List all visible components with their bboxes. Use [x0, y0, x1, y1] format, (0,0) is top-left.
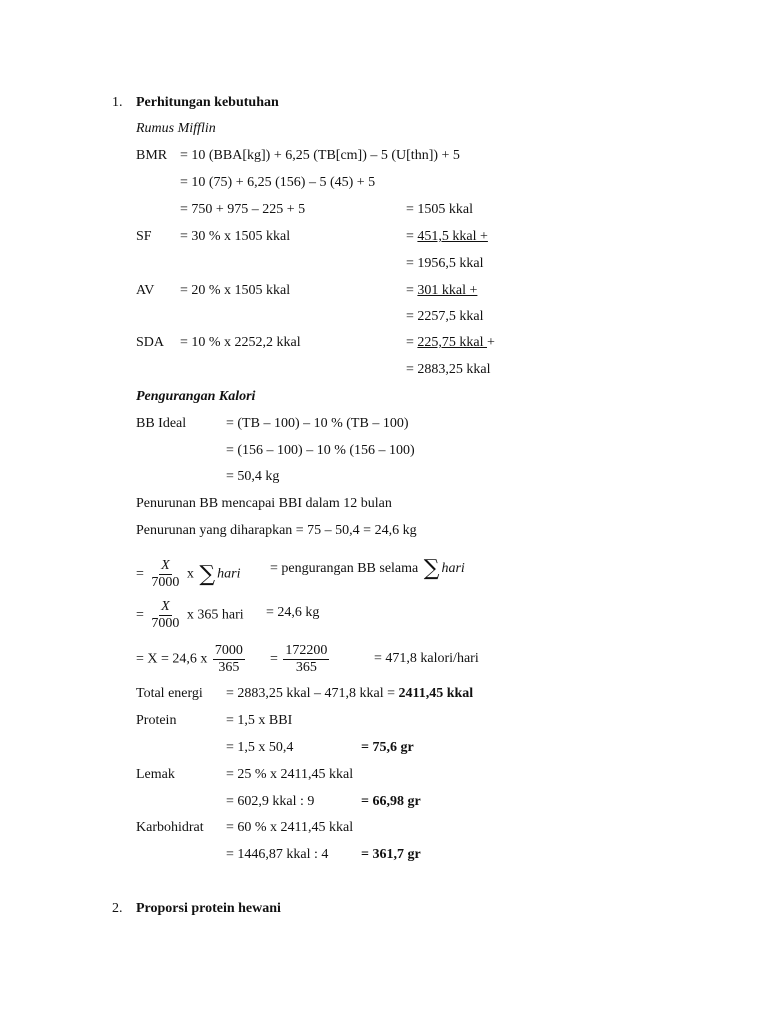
penurunan-line2: Penurunan yang diharapkan = 75 – 50,4 = 24,6 kg — [136, 523, 417, 538]
sda-label: SDA — [136, 335, 165, 350]
bb-ideal-label: BB Ideal — [136, 416, 187, 431]
formula-3-result: = 471,8 kalori/hari — [374, 651, 479, 666]
bb-ideal-line2: = (156 – 100) – 10 % (156 – 100) — [226, 443, 415, 458]
karbohidrat-label: Karbohidrat — [136, 820, 204, 835]
protein-line2: = 1,5 x 50,4 — [226, 740, 294, 755]
lemak-line1: = 25 % x 2411,45 kkal — [226, 767, 354, 782]
fraction-172200-over-365: $\frac{172200}{365}$ — [285, 643, 328, 675]
av-formula: = 20 % x 1505 kkal — [180, 283, 291, 298]
av-label: AV — [136, 283, 155, 298]
lemak-label: Lemak — [136, 767, 175, 782]
lemak-line2: = 602,9 kkal : 9 — [226, 794, 315, 809]
section-number: 2. — [112, 901, 123, 916]
total-energi-formula: = 2883,25 kkal – 471,8 kkal = 2411,45 kkal — [226, 686, 474, 701]
bmr-result: = 1505 kkal — [406, 202, 473, 217]
section-title: Perhitungan kebutuhan — [136, 95, 279, 110]
fraction-x-over-7000: $\frac{X}{7000}$ — [151, 558, 180, 590]
sf-result: = 451,5 kkal + — [406, 229, 488, 244]
fraction-7000-over-365: $\frac{7000}{365}$ — [214, 643, 243, 675]
sf-total: = 1956,5 kkal — [406, 256, 484, 271]
formula-2-left: = $\frac{X}{7000}$ x 365 hari — [136, 599, 244, 631]
section-title: Proporsi protein hewani — [136, 901, 281, 916]
bmr-line1: = 10 (BBA[kg]) + 6,25 (TB[cm]) – 5 (U[thn]) + 5 — [180, 148, 460, 163]
karbohidrat-line2: = 1446,87 kkal : 4 — [226, 847, 329, 862]
pengurangan-title: Pengurangan Kalori — [136, 389, 256, 404]
fraction-x-over-7000: $\frac{X}{7000}$ — [151, 599, 180, 631]
karbohidrat-line1: = 60 % x 2411,45 kkal — [226, 820, 354, 835]
subtitle-rumus: Rumus Mifflin — [136, 121, 216, 136]
sda-total: = 2883,25 kkal — [406, 362, 491, 377]
karbohidrat-result: = 361,7 gr — [361, 847, 421, 862]
formula-3: = X = 24,6 x $\frac{7000}{365}$ — [136, 643, 243, 675]
bmr-line2: = 10 (75) + 6,25 (156) – 5 (45) + 5 — [180, 175, 376, 190]
av-result: = 301 kkal + — [406, 283, 478, 298]
bmr-label: BMR — [136, 148, 168, 163]
formula-1-desc: = pengurangan BB selama ∑ hari — [270, 556, 465, 581]
section-number: 1. — [112, 95, 123, 110]
sf-formula: = 30 % x 1505 kkal — [180, 229, 291, 244]
sigma-symbol: ∑ — [423, 556, 440, 581]
sda-formula: = 10 % x 2252,2 kkal — [180, 335, 301, 350]
penurunan-line1: Penurunan BB mencapai BBI dalam 12 bulan — [136, 496, 392, 511]
bb-ideal-line1: = (TB – 100) – 10 % (TB – 100) — [226, 416, 409, 431]
bmr-line3: = 750 + 975 – 225 + 5 — [180, 202, 306, 217]
formula-2-result: = 24,6 kg — [266, 605, 320, 620]
protein-result: = 75,6 gr — [361, 740, 414, 755]
protein-line1: = 1,5 x BBI — [226, 713, 293, 728]
formula-3-middle: = $\frac{172200}{365}$ — [270, 643, 328, 675]
protein-label: Protein — [136, 713, 177, 728]
sigma-symbol: ∑ — [199, 561, 216, 587]
sda-result: = 225,75 kkal + — [406, 335, 495, 350]
total-energi-label: Total energi — [136, 686, 203, 701]
formula-1-left: = $\frac{X}{7000}$ x ∑ hari — [136, 558, 241, 590]
av-total: = 2257,5 kkal — [406, 309, 484, 324]
bb-ideal-line3: = 50,4 kg — [226, 469, 280, 484]
lemak-result: = 66,98 gr — [361, 794, 421, 809]
sf-label: SF — [136, 229, 152, 244]
